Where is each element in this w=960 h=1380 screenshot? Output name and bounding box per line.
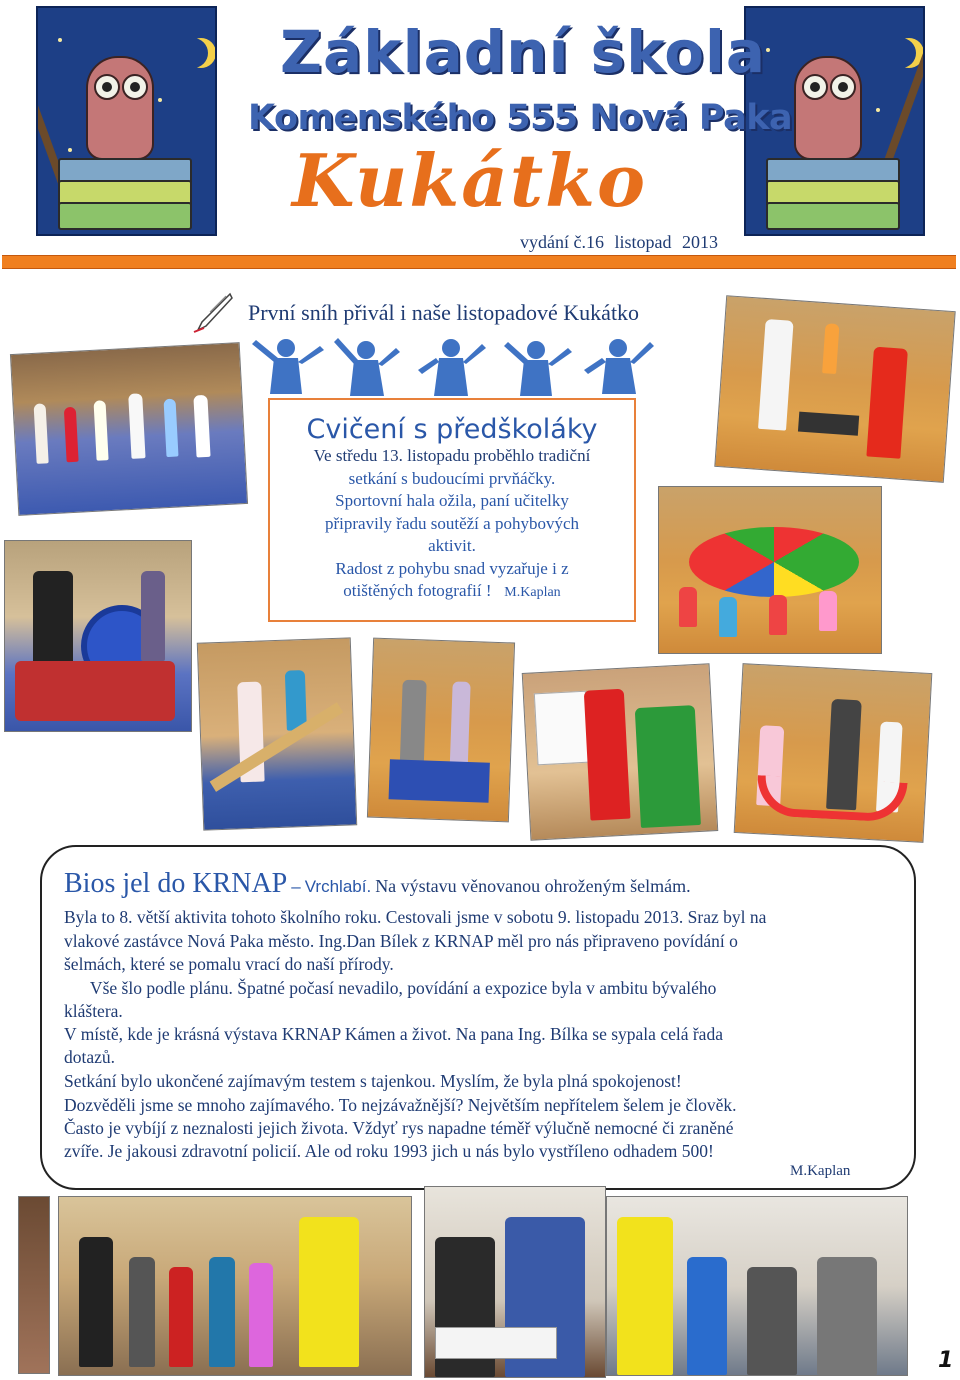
preschool-line: setkání s budoucími prvňáčky. xyxy=(348,468,556,488)
page-number: 1 xyxy=(938,1348,954,1373)
preschool-line: Radost z pohybu snad vyzařuje i z xyxy=(335,558,569,578)
edition-info xyxy=(520,232,724,253)
article-author: M.Kaplan xyxy=(790,1163,851,1179)
school-title: Základní škola xyxy=(280,18,767,86)
article-line: kláštera. xyxy=(64,1001,123,1021)
photo-visitors-in-corridor xyxy=(606,1196,908,1376)
article-line: šelmách, které se pomalu vrací do naší přírody. xyxy=(64,954,394,974)
owl-icon xyxy=(794,56,862,160)
article-line: Často je vybíjí z neznalosti jejich života. Vždyť rys napadne téměř výlučně nemocné či zraněné xyxy=(64,1118,734,1138)
photo-parachute-game xyxy=(658,486,882,654)
preschool-line: připravily řadu soutěží a pohybových xyxy=(325,513,579,533)
owl-illustration-left xyxy=(36,6,217,236)
owl-icon xyxy=(86,56,154,160)
photo-tunnel-crawl xyxy=(4,540,192,732)
photo-group-at-exhibition xyxy=(58,1196,412,1376)
article-line: Setkání bylo ukončené zajímavým testem s tajenkou. Myslím, že byla plná spokojenost! xyxy=(64,1071,682,1091)
article-line: dotazů. xyxy=(64,1047,116,1067)
article-line: zvíře. Je jakousi zdravotní policií. Ale od roku 1993 jich u nás bylo vystříleno odhadem 500! xyxy=(64,1141,714,1161)
preschool-text xyxy=(270,445,634,605)
article-dash: – xyxy=(291,877,301,896)
photo-gallery-edge xyxy=(18,1196,50,1374)
photo-rocking-equipment xyxy=(734,663,933,843)
photo-boys-reading-exhibit xyxy=(424,1186,606,1378)
article-subtitle: Na výstavu věnovanou ohroženým šelmám. xyxy=(375,876,691,896)
edition-month: listopad xyxy=(614,232,672,252)
photo-children-with-diploma xyxy=(522,663,719,841)
lead-headline: První sníh přivál i naše listopadové Kukátko xyxy=(248,300,640,325)
photo-balance-beam-1 xyxy=(197,637,357,830)
article-title: Bios jel do KRNAP xyxy=(64,868,288,899)
photo-trampoline xyxy=(714,295,955,483)
preschool-line: aktivit. xyxy=(428,536,476,555)
preschool-line: Ve středu 13. listopadu proběhlo tradiční xyxy=(313,446,591,465)
quill-pen-icon xyxy=(190,290,234,334)
preschool-title: Cvičení s předškoláky xyxy=(306,414,598,445)
preschool-author: M.Kaplan xyxy=(504,585,561,600)
children-silhouettes-icon xyxy=(246,334,656,404)
article-line: V místě, kde je krásná výstava KRNAP Kámen a život. Na pana Ing. Bílka se sypala celá řada xyxy=(64,1024,723,1044)
school-address: Komenského 555 Nová Paka xyxy=(248,98,793,138)
photo-balance-beam-2 xyxy=(367,638,515,823)
edition-year: 2013 xyxy=(681,232,718,252)
article-line: Vše šlo podle plánu. Špatné počasí nevadilo, povídání a expozice byla v ambitu bývalého xyxy=(64,978,717,998)
article-place: Vrchlabí. xyxy=(304,877,372,896)
article-heading xyxy=(64,868,691,900)
preschool-info-box xyxy=(268,398,636,622)
preschool-line: otištěných fotografií ! xyxy=(343,581,492,600)
newsletter-name: Kukátko xyxy=(292,138,648,223)
article-line: vlakové zastávce Nová Paka město. Ing.Dan Bílek z KRNAP měl pro nás připraveno povídání o xyxy=(64,931,738,951)
preschool-line: Sportovní hala ožila, paní učitelky xyxy=(335,491,569,510)
edition-number: vydání č.16 xyxy=(520,232,604,252)
article-line: Dozvěděli jsme se mnoho zajímavého. To nejzávažnější? Největším nepřítelem šelem je člověk. xyxy=(64,1095,737,1115)
photo-gym-exercise xyxy=(10,342,248,516)
article-line: Byla to 8. větší aktivita tohoto školního roku. Cestovali jsme v sobotu 9. listopadu 2013. Sraz byl na xyxy=(64,907,767,927)
header-divider xyxy=(2,255,956,269)
